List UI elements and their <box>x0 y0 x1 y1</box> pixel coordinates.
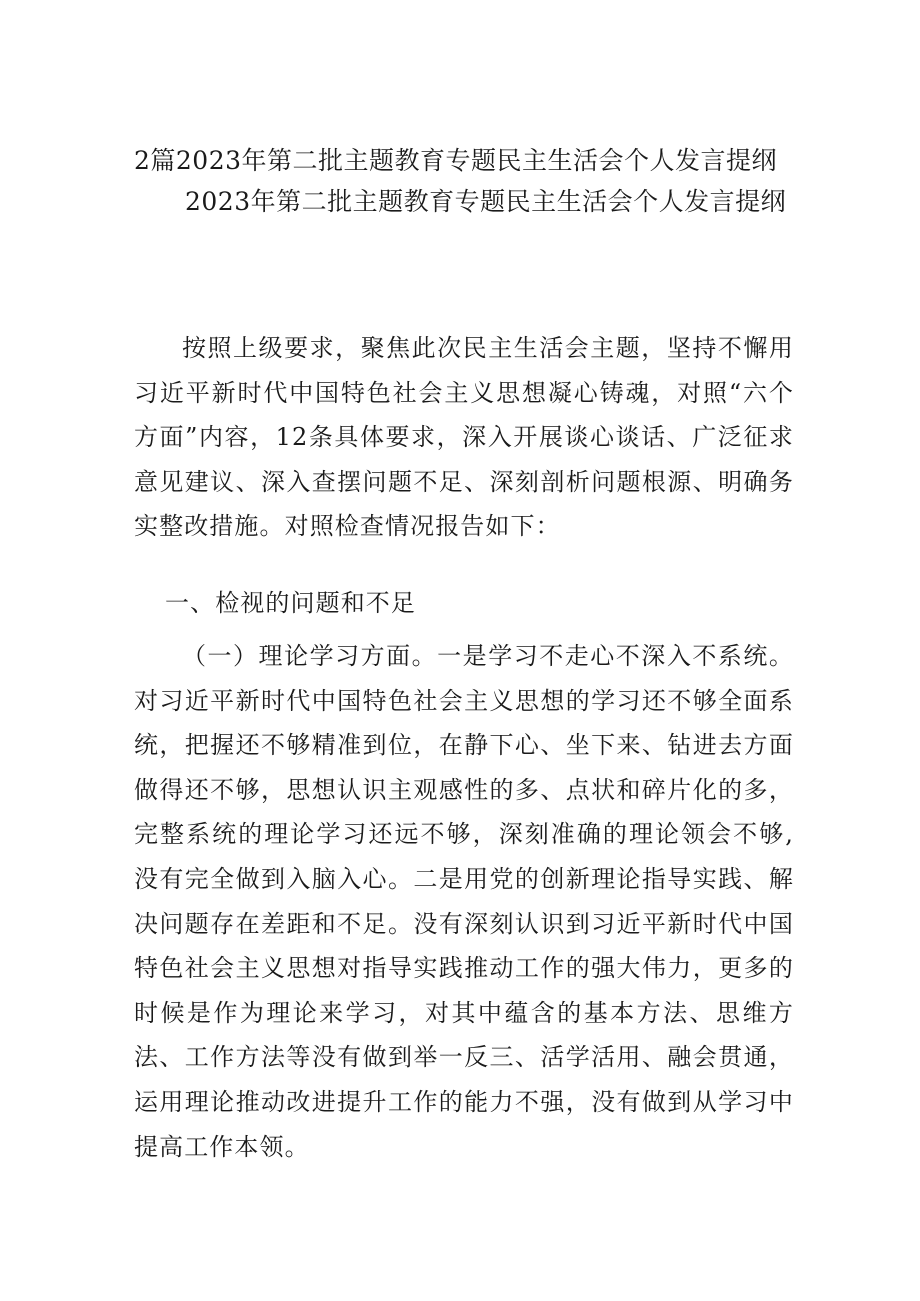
theory-study-paragraph: （一）理论学习方面。一是学习不走心不深入不系统。对习近平新时代中国特色社会主义思想的学习还不够全面系统，把握还不够精准到位，在静下心、坐下来、钻进去方面做得还不够，思想认识主观感性的多、点状和碎片化的多，完整系统的理论学习还远不够，深刻准确的理论领会不够,没有完全做到入脑入心。二是用党的创新理论指导实践、解决问题存在差距和不足。没有深刻认识到习近平新时代中国特色社会主义思想对指导实践推动工作的强大伟力，更多的时候是作为理论来学习，对其中蕴含的基本方法、思维方法、工作方法等没有做到举一反三、活学活用、融会贯通，运用理论推动改进提升工作的能力不强，没有做到从学习中提高工作本领。 <box>134 642 794 1161</box>
document-title: 2篇2023年第二批主题教育专题民主生活会个人发言提纲 <box>134 146 778 175</box>
section-heading: 一、检视的问题和不足 <box>165 589 416 617</box>
intro-paragraph: 按照上级要求，聚焦此次民主生活会主题，坚持不懈用习近平新时代中国特色社会主义思想凝心铸魂，对照“六个方面”内容，12条具体要求，深入开展谈心谈话、广泛征求意见建议、深入查摆问题不足、深刻剖析问题根源、明确务实整改措施。对照检查情况报告如下： <box>134 334 794 541</box>
document-subtitle: 2023年第二批主题教育专题民主生活会个人发言提纲 <box>185 187 787 216</box>
